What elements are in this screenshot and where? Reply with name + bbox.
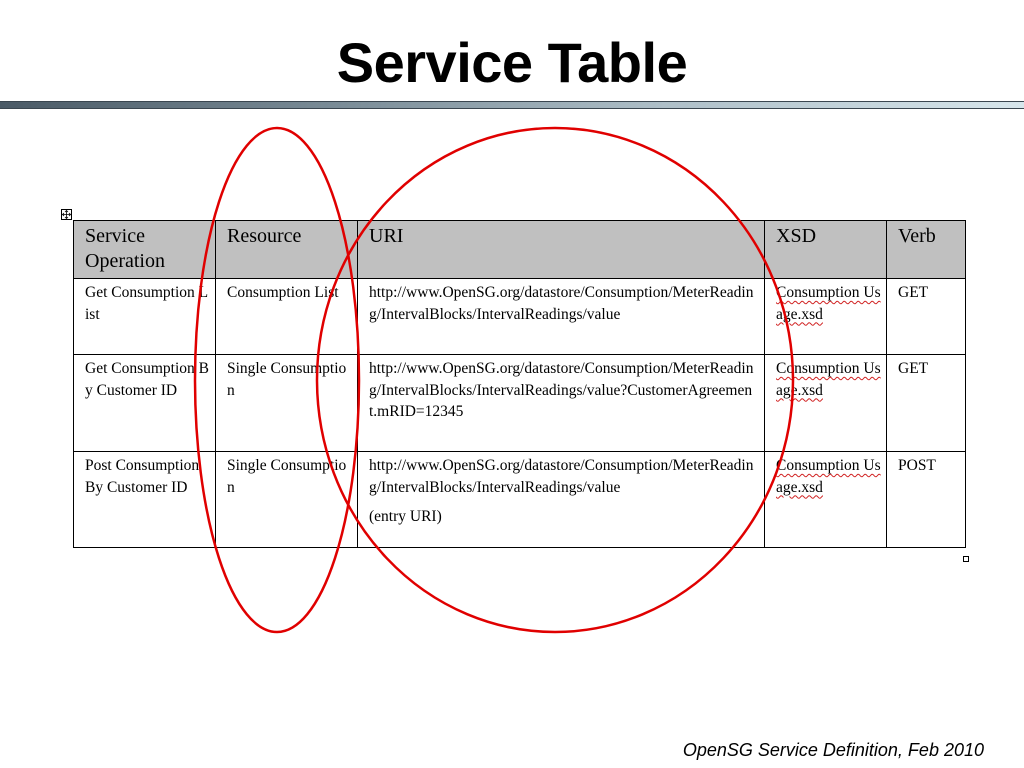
uri-note: (entry URI): [369, 508, 442, 525]
slide-footer: OpenSG Service Definition, Feb 2010: [682, 740, 984, 760]
xsd-text: Consumption Usage.xsd: [776, 360, 881, 399]
cell-xsd: [765, 355, 887, 452]
cell-verb: GET: [887, 355, 966, 452]
header-service-operation: Service Operation: [74, 221, 216, 279]
cell-resource: Single Consumption: [216, 355, 358, 452]
uri-text: http://www.OpenSG.org/datastore/Consumption/MeterReading/IntervalBlocks/IntervalReadings/value?CustomerAgreement.mRID=12345: [369, 360, 754, 420]
cell-resource: Consumption List: [216, 279, 358, 355]
xsd-text: Consumption Usage.xsd: [776, 457, 881, 496]
cell-uri: [358, 279, 765, 355]
table-row: [74, 452, 966, 548]
cell-verb: POST: [887, 452, 966, 548]
cell-xsd: [765, 279, 887, 355]
header-uri: URI: [358, 221, 765, 279]
cell-xsd: [765, 452, 887, 548]
header-verb: Verb: [887, 221, 966, 279]
slide-title: Service Table: [336, 31, 688, 94]
table-resize-handle[interactable]: [963, 556, 969, 562]
cell-resource: Single Consumption: [216, 452, 358, 548]
table-header-row: [74, 221, 966, 279]
uri-text: http://www.OpenSG.org/datastore/Consumption/MeterReading/IntervalBlocks/IntervalReadings/value: [369, 457, 754, 496]
uri-text: http://www.OpenSG.org/datastore/Consumption/MeterReading/IntervalBlocks/IntervalReadings/value: [369, 284, 754, 323]
service-table: [73, 220, 966, 548]
table-move-handle-icon[interactable]: [61, 209, 72, 220]
cell-operation: Get Consumption By Customer ID: [74, 355, 216, 452]
header-resource: Resource: [216, 221, 358, 279]
cell-verb: GET: [887, 279, 966, 355]
table-row: [74, 279, 966, 355]
title-divider: [0, 101, 1024, 109]
table-row: [74, 355, 966, 452]
cell-uri: [358, 355, 765, 452]
cell-uri: [358, 452, 765, 548]
xsd-text: Consumption Usage.xsd: [776, 284, 881, 323]
cell-operation: Get Consumption List: [74, 279, 216, 355]
cell-operation: Post Consumption By Customer ID: [74, 452, 216, 548]
header-xsd: XSD: [765, 221, 887, 279]
